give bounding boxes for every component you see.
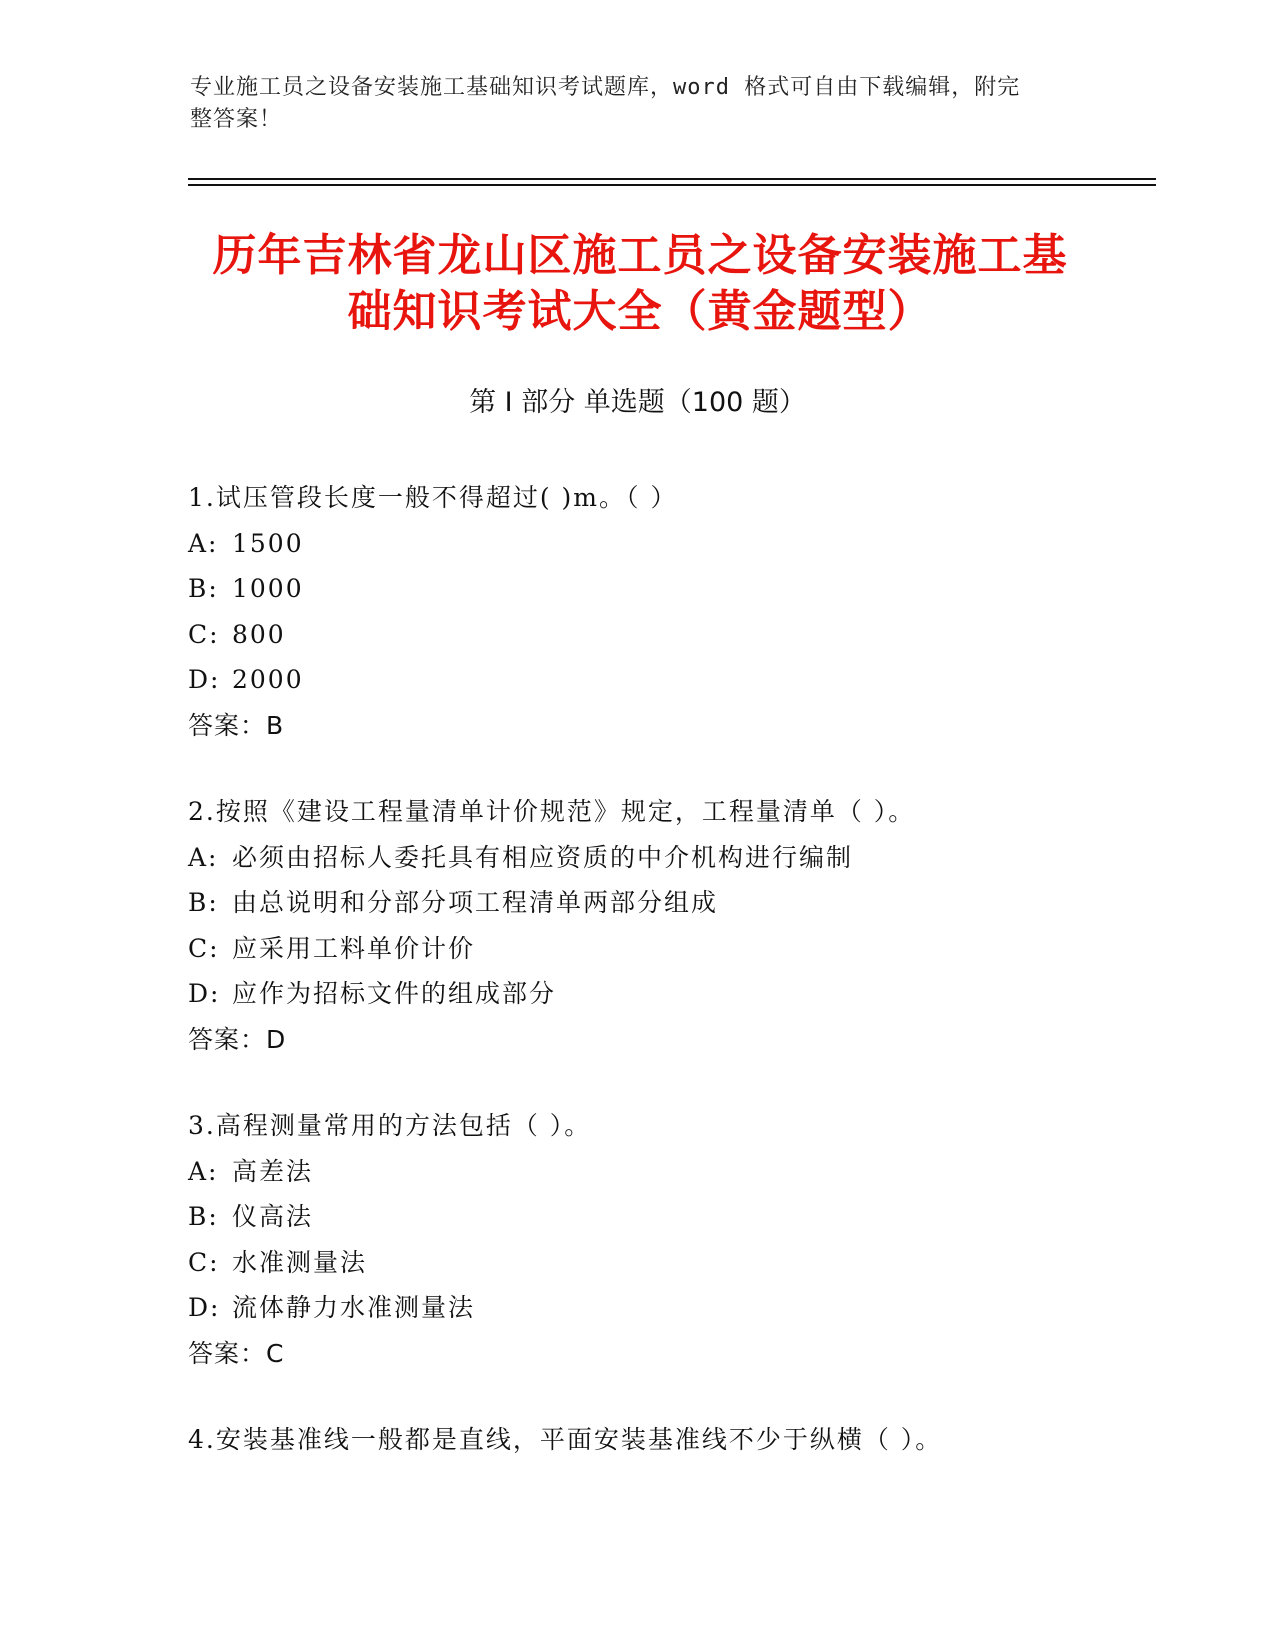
option-c bbox=[188, 612, 1148, 658]
answer-line: 答案：C bbox=[188, 1338, 285, 1368]
header-note-line1: 专业施工员之设备安装施工基础知识考试题库，word 格式可自由下载编辑，附完 bbox=[190, 75, 1021, 100]
header-note-line2: 整答案！ bbox=[190, 107, 283, 132]
question-stem: 2.按照《建设工程量清单计价规范》规定，工程量清单（ ）。 bbox=[188, 797, 916, 826]
question-list bbox=[188, 475, 1148, 1504]
option-text: 由总说明和分部分项工程清单两部分组成 bbox=[232, 888, 719, 917]
header-note bbox=[190, 72, 1090, 136]
option-text: 仪高法 bbox=[232, 1202, 314, 1231]
question-item bbox=[188, 789, 1148, 1062]
option-text: 水准测量法 bbox=[232, 1247, 368, 1277]
answer-line: 答案：B bbox=[188, 710, 285, 740]
option-key: D: bbox=[188, 665, 221, 694]
question-item bbox=[188, 475, 1148, 748]
option-text: 高差法 bbox=[232, 1156, 314, 1186]
option-text: 流体静力水准测量法 bbox=[232, 1293, 476, 1322]
question-stem: 4.安装基准线一般都是直线，平面安装基准线不少于纵横（ ）。 bbox=[188, 1425, 943, 1454]
option-a bbox=[188, 521, 1148, 567]
option-text: 2000 bbox=[232, 665, 304, 694]
option-b bbox=[188, 880, 1148, 926]
option-key: B: bbox=[188, 888, 219, 917]
option-text: 应作为招标文件的组成部分 bbox=[232, 979, 557, 1008]
option-text: 800 bbox=[232, 619, 286, 649]
header-divider-top bbox=[188, 178, 1156, 180]
document-title-line1: 历年吉林省龙山区施工员之设备安装施工基 bbox=[212, 230, 1068, 281]
document-title bbox=[180, 228, 1100, 340]
option-key: B: bbox=[188, 574, 219, 603]
option-key: B: bbox=[188, 1202, 219, 1231]
option-d bbox=[188, 1285, 1148, 1331]
question-item bbox=[188, 1417, 1148, 1463]
option-d bbox=[188, 657, 1148, 703]
option-key: D: bbox=[188, 1293, 221, 1322]
section-heading: 第 I 部分 单选题（100 题） bbox=[469, 387, 806, 418]
option-key: A: bbox=[188, 1156, 219, 1186]
answer-line: 答案：D bbox=[188, 1024, 287, 1054]
option-key: A: bbox=[188, 842, 219, 872]
option-text: 1500 bbox=[232, 528, 304, 558]
option-key: C: bbox=[188, 619, 220, 649]
option-key: C: bbox=[188, 933, 220, 963]
option-b bbox=[188, 1194, 1148, 1240]
option-key: D: bbox=[188, 979, 221, 1008]
header-divider-bottom bbox=[188, 184, 1156, 186]
question-item bbox=[188, 1103, 1148, 1376]
option-text: 应采用工料单价计价 bbox=[232, 933, 476, 963]
option-key: A: bbox=[188, 528, 219, 558]
option-text: 必须由招标人委托具有相应资质的中介机构进行编制 bbox=[232, 842, 854, 872]
option-text: 1000 bbox=[232, 574, 304, 603]
option-key: C: bbox=[188, 1247, 220, 1277]
option-b bbox=[188, 566, 1148, 612]
option-c bbox=[188, 926, 1148, 972]
question-stem: 1.试压管段长度一般不得超过( )m。（ ） bbox=[188, 483, 678, 512]
question-stem: 3.高程测量常用的方法包括（ ）。 bbox=[188, 1111, 592, 1140]
option-d bbox=[188, 971, 1148, 1017]
option-a bbox=[188, 835, 1148, 881]
option-c bbox=[188, 1240, 1148, 1286]
document-title-line2: 础知识考试大全（黄金题型） bbox=[347, 286, 933, 337]
option-a bbox=[188, 1149, 1148, 1195]
